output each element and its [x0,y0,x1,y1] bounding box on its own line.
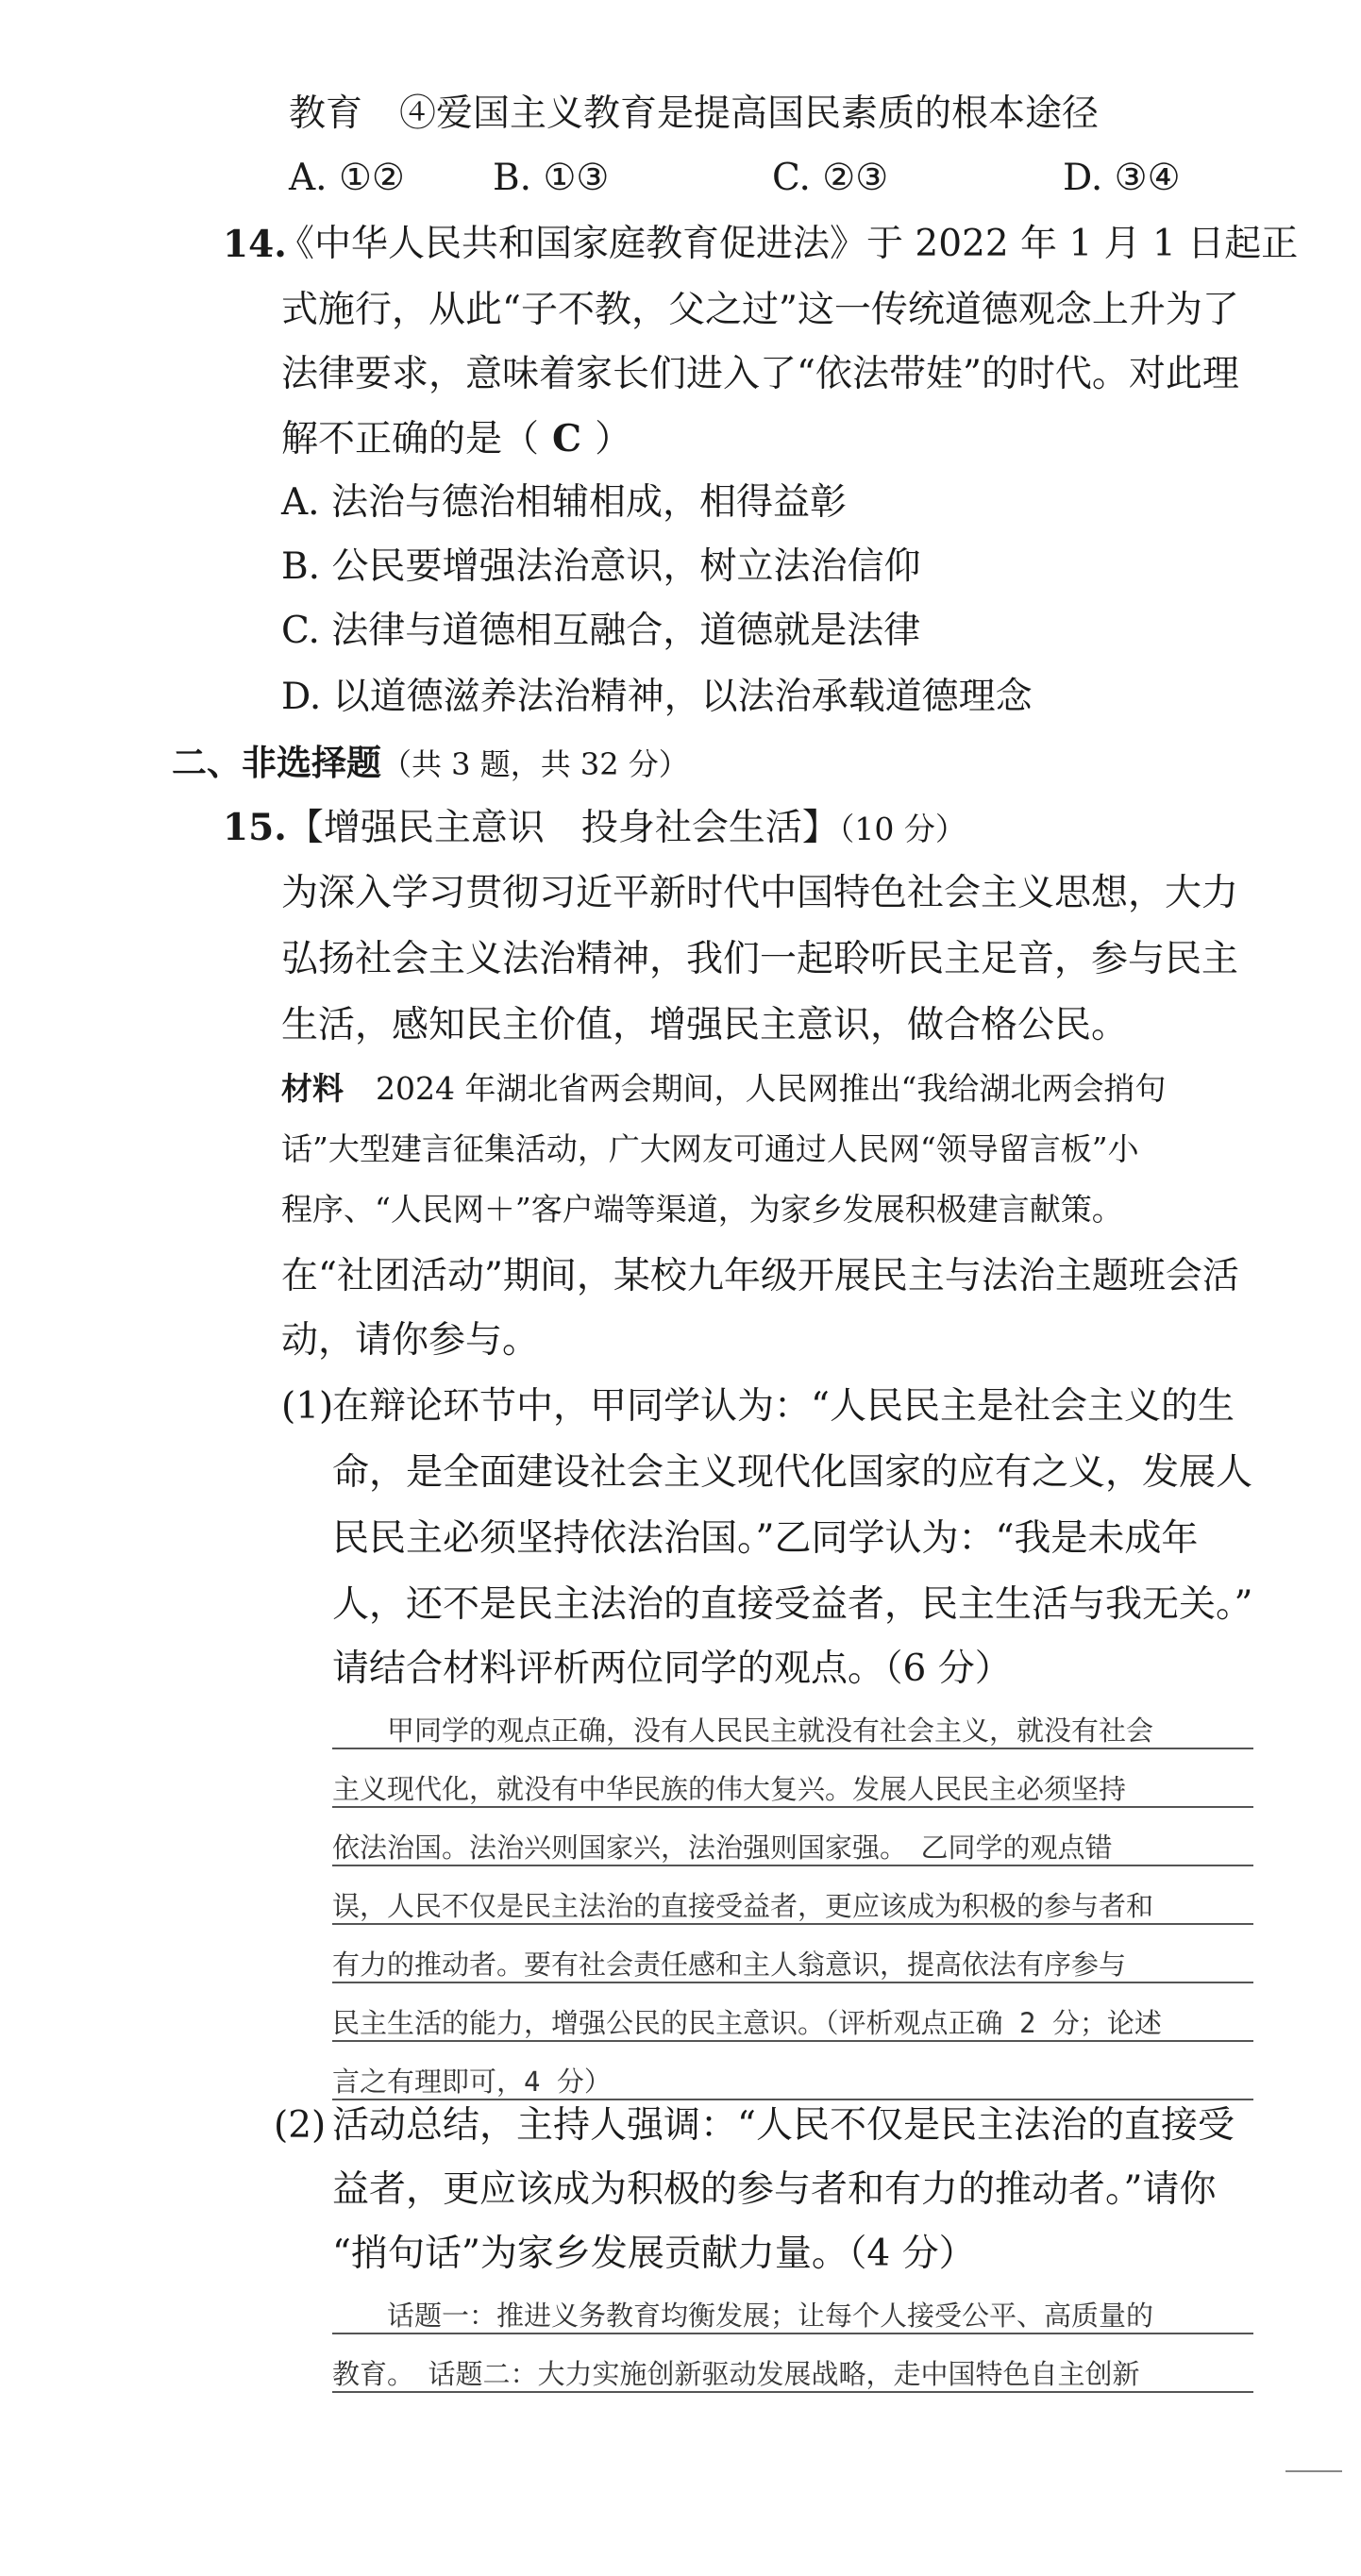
sub1-line-2: 命，是全面建设社会主义现代化国家的应有之义，发展人 [332,1451,1253,1494]
q14-option-d: D. 以道德滋养法治精神，以法治承载道德理念 [281,676,1033,718]
answer-underline [332,2333,1253,2334]
sub1-answer-4: 误，人民不仅是民主法治的直接受益者，更应该成为积极的参与者和 [332,1890,1154,1922]
q13-option-a: A. ①② [289,157,405,199]
q15-activity-1: 在“社团活动”期间，某校九年级开展民主与法治主题班会活 [281,1255,1239,1297]
sub1-line-5: 请结合材料评析两位同学的观点。（6 分） [332,1648,1012,1690]
q15-activity-2: 动，请你参与。 [281,1319,540,1362]
q14-line-2: 式施行，从此“子不教，父之过”这一传统道德观念上升为了 [281,289,1239,331]
sub2-label: (2) [274,2104,327,2147]
q14-line-1: 《中华人民共和国家庭教育促进法》于 2022 年 1 月 1 日起正 [277,223,1299,265]
sub2-line-1: 活动总结，主持人强调：“人民不仅是民主法治的直接受 [332,2104,1235,2147]
sub1-answer-6: 民主生活的能力，增强公民的民主意识。（评析观点正确 2 分；论述 [332,2007,1162,2039]
sub1-answer-5: 有力的推动者。要有社会责任感和主人翁意识，提高依法有序参与 [332,1949,1127,1981]
q15-intro-1: 为深入学习贯彻习近平新时代中国特色社会主义思想，大力 [281,872,1239,914]
sub2-answer-1: 话题一：推进义务教育均衡发展；让每个人接受公平、高质量的 [332,2300,1154,2332]
q14-stem-end: 解不正确的是（ [281,418,540,460]
sub1-line-4: 人，还不是民主法治的直接受益者，民主生活与我无关。” [332,1583,1253,1626]
q13-tail-text: 教育 ④爱国主义教育是提高国民素质的根本途径 [289,92,1100,135]
answer-underline [332,1982,1253,1983]
q15-heading: 【增强民主意识 投身社会生活】 [286,807,839,849]
q15-heading-line [223,806,966,851]
q13-option-b: B. ①③ [493,157,610,199]
sub1-label: (1) [281,1385,334,1428]
sub2-line-2: 益者，更应该成为积极的参与者和有力的推动者。”请你 [332,2168,1217,2211]
q14-option-b: B. 公民要增强法治意识，树立法治信仰 [281,545,921,588]
sub1-line-3: 民民主必须坚持依法治国。”乙同学认为：“我是未成年 [332,1517,1199,1560]
answer-underline [332,1923,1253,1925]
answer-underline [332,1806,1253,1808]
sub1-answer-3: 依法治国。法治兴则国家兴，法治强则国家强。 乙同学的观点错 [332,1832,1113,1864]
q14-option-c: C. 法律与道德相互融合，道德就是法律 [281,610,921,652]
q14-answer: C [552,417,582,460]
q15-number: 15. [223,806,287,849]
q15-material-line-1 [281,1070,1166,1108]
answer-underline [332,1748,1253,1749]
sub1-answer-1: 甲同学的观点正确，没有人民民主就没有社会主义，就没有社会 [332,1715,1154,1747]
q15-intro-3: 生活，感知民主价值，增强民主意识，做合格公民。 [281,1004,1129,1046]
section-title: 二、非选择题 [172,742,381,783]
q13-option-c: C. ②③ [772,157,889,199]
q14-line-3: 法律要求，意味着家长们进入了“依法带娃”的时代。对此理 [281,353,1239,395]
q15-material-line-3: 程序、“人民网＋”客户端等渠道，为家乡发展积极建言献策。 [281,1191,1123,1228]
answer-underline [332,2391,1253,2393]
q13-option-d: D. ③④ [1063,157,1181,199]
q14-option-a: A. 法治与德治相辅相成，相得益彰 [281,481,847,524]
q15-intro-2: 弘扬社会主义法治精神，我们一起聆听民主足音，参与民主 [281,938,1239,980]
material-label: 材料 [281,1070,344,1107]
answer-underline [332,2040,1253,2042]
q14-line-4 [281,417,631,462]
page-edge-mark [1285,2470,1342,2472]
section-note: （共 3 题，共 32 分） [381,746,689,782]
q15-score: （10 分） [838,811,966,847]
sub2-answer-2: 教育。 话题二：大力实施创新驱动发展战略，走中国特色自主创新 [332,2358,1140,2390]
sub2-line-3: “捎句话”为家乡发展贡献力量。（4 分） [332,2233,976,2275]
answer-underline [332,1865,1253,1866]
q15-material-line-2: 话”大型建言征集活动，广大网友可通过人民网“领导留言板”小 [281,1130,1139,1167]
sub1-line-1: 在辩论环节中，甲同学认为：“人民民主是社会主义的生 [332,1385,1235,1428]
q14-stem-close: ） [595,418,632,460]
answer-underline [332,2099,1253,2100]
material-text-1: 2024 年湖北省两会期间，人民网推出“我给湖北两会捎句 [376,1070,1167,1107]
q14-number: 14. [223,223,287,266]
section-heading [172,742,689,784]
sub1-answer-2: 主义现代化，就没有中华民族的伟大复兴。发展人民民主必须坚持 [332,1773,1127,1805]
sub1-answer-7: 言之有理即可，4 分） [332,2066,612,2098]
